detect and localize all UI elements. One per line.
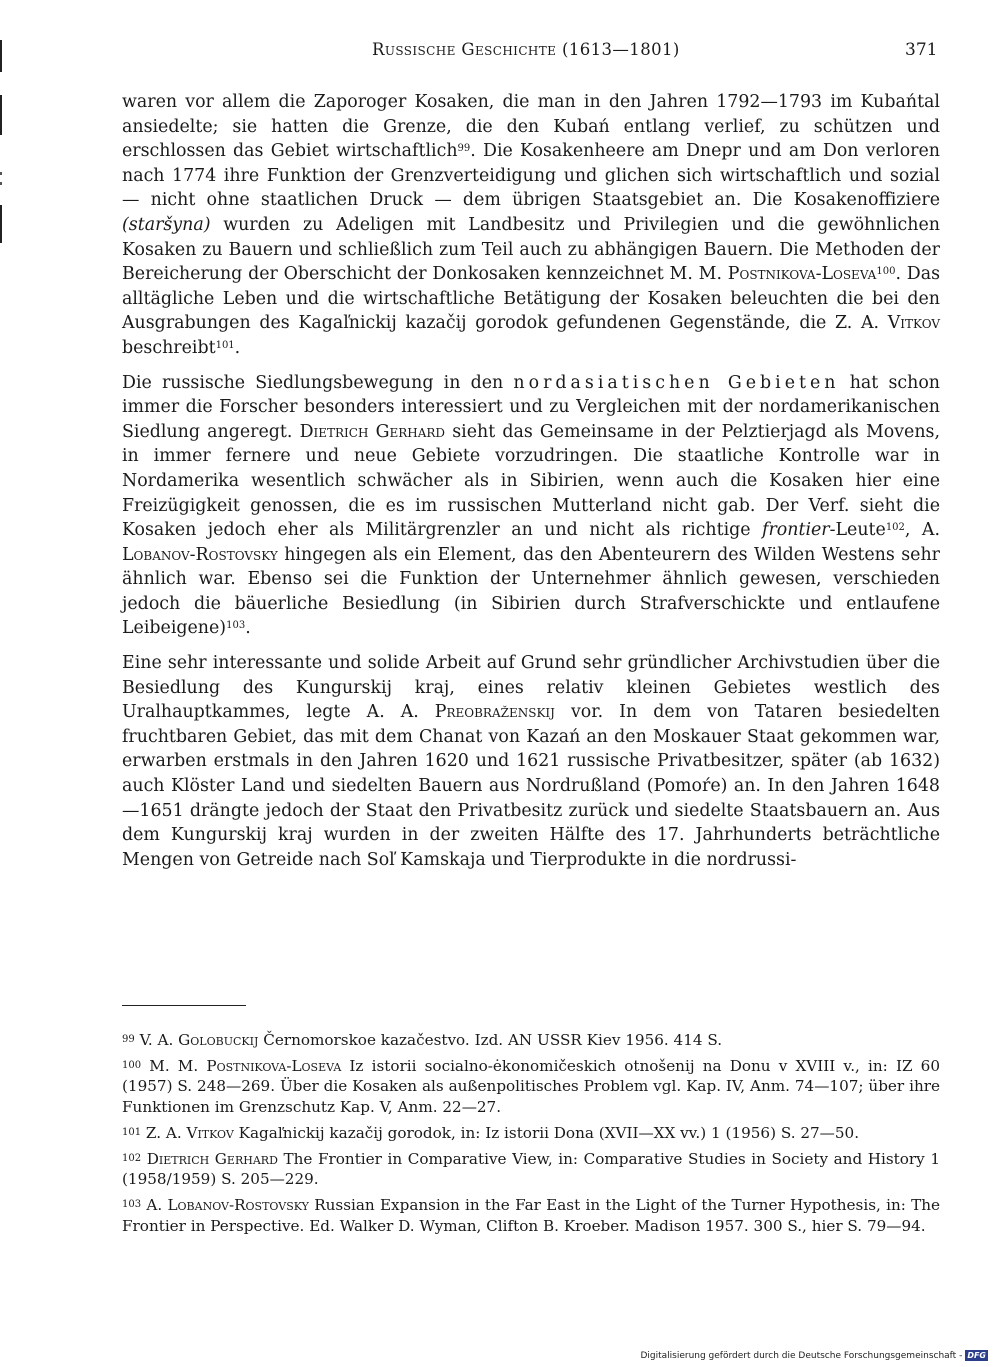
footnote-ref[interactable]: 99 — [457, 143, 471, 155]
scan-edge-dot — [0, 182, 2, 185]
author-name: Preobraženskij — [434, 702, 555, 723]
dfg-logo-icon: DFG — [967, 1351, 986, 1360]
spaced-emphasis: nordasiatischen Gebieten — [513, 372, 840, 393]
scan-edge-dot — [0, 172, 2, 175]
footnote-item: 100 M. M. Postnikova-Loseva Iz istorii socialno-ėkonomičeskich otnošenij na Donu v XVIII v., in: IZ 60 (1957) S. 248—269. Über die Kosaken als außenpolitisches Problem vgl. Kap. IV, Anm. 74—107; über ihre Funktionen im Grenzschutz Kap. V, Anm. 22—27. — [122, 1057, 940, 1116]
author-name: Dietrich Gerhard — [299, 421, 446, 442]
footnote-ref[interactable]: 101 — [215, 339, 235, 351]
scan-edge-mark — [0, 95, 2, 135]
scan-edge-mark — [0, 40, 2, 72]
footnote-ref[interactable]: 100 — [876, 266, 896, 278]
digitization-credit: Digitalisierung gefördert durch die Deutsche Forschungsgemeinschaft - DFG — [640, 1350, 986, 1361]
page-number: 371 — [905, 40, 938, 60]
running-title: Russische Geschichte (1613—1801) — [372, 40, 680, 59]
author-name: Vitkov — [887, 313, 940, 334]
paragraph-1: waren vor allem die Zaporoger Kosaken, die man in den Jahren 1792—1793 im Kubańtal ansiedelte; sie hatten die Grenze, die den Kubań entlang verlief, zu schützen und erschlossen das Gebiet wirtschaftlich$^{99}$. Die Kosakenheere am Dnepr und am Don verloren nach 1774 ihre Funktion der Grenzverteidigung und glichen sich wirtschaftlich und sozial — nicht ohne staatlichen Druck — dem übrigen Staatsgebiet an. Die Kosakenoffiziere (staršyna) wurden zu Adeligen mit Landbesitz und Privilegien und die gewöhnlichen Kosaken zu Bauern und schließlich zum Teil auch zu abhängigen Bauern. Die Methoden der Bereicherung der Oberschicht der Donkosaken kennzeichnet M. M. Postnikova-Loseva$^{100}$. Das alltägliche Leben und die wirtschaftliche Betätigung der Kosaken beleuchten die bei den Ausgrabungen des Kagaľnickij kazačij gorodok gefundenen Gegenstände, die Z. A. Vitkov beschreibt$^{101}$. — [122, 92, 940, 358]
author-name: Postnikova-Loseva — [727, 264, 877, 285]
paragraph-2: Die russische Siedlungsbewegung in den nordasiatischen Gebieten hat schon immer die Forscher besonders interessiert und zu Vergleichen mit der nordamerikanischen Siedlung angeregt. Dietrich Gerhard sieht das Gemeinsame in der Pelztierjagd als Movens, in immer fernere und neue Gebiete vorzudringen. Die staatliche Kontrolle war in Nordamerika wesentlich schwächer als in Sibirien, wenn auch die Kosaken hier eine Freizügigkeit genossen, die es im russischen Mutterland nicht gab. Der Verf. sieht die Kosaken jedoch eher als Militärgrenzler an und nicht als richtige frontier-Leute$^{102}$, A. Lobanov-Rostovsky hingegen als ein Element, das den Abenteurern des Wilden Westens sehr ähnlich war. Ebenso sei die Funktion der Unternehmer ähnlich gewesen, verschieden jedoch die bäuerliche Besiedlung (in Sibirien durch Strafverschickte und entlaufene Leibeigene)$^{103}$. — [122, 372, 940, 639]
footnote-item: 102 Dietrich Gerhard The Frontier in Comparative View, in: Comparative Studies in Society and History 1 (1958/1959) S. 205—229. — [122, 1150, 941, 1189]
author-name: Lobanov-Rostovsky — [122, 544, 278, 565]
footnote-item: 103 A. Lobanov-Rostovsky Russian Expansion in the Far East in the Light of the Turner Hypothesis, in: The Frontier in Perspective. Ed. Walker D. Wyman, Clifton B. Kroeber. Madison 1957. 300 S., hier S. 79—94. — [122, 1196, 941, 1235]
scan-edge-mark — [0, 205, 2, 243]
footnote-item: 101 Z. A. Vitkov Kagaľnickij kazačij gorodok, in: Iz istorii Dona (XVII—XX vv.) 1 (1956) S. 27—50. — [122, 1123, 860, 1142]
footnote-ref[interactable]: 103 — [226, 620, 246, 632]
footnote-ref[interactable]: 102 — [885, 522, 905, 534]
footnote-rule — [122, 1005, 246, 1006]
paragraph-3: Eine sehr interessante und solide Arbeit auf Grund sehr gründlicher Archivstudien über die Besiedlung des Kungurskij kraj, eines relativ kleinen Gebietes westlich des Uralhauptkammes, legte A. A. Preobraženskij vor. In dem von Tataren besiedelten fruchtbaren Gebiet, das mit dem Chanat von Kazań an den Moskauer Staat gekommen war, erwarben erstmals in den Jahren 1620 und 1621 russische Privatbesitzer, später (ab 1632) auch Klöster Land und siedelten Bauern aus Nordrußland (Pomoŕe) an. In den Jahren 1648—1651 drängte jedoch der Staat den Privatbesitz zurück und siedelte Staatsbauern an. Aus dem Kungurskij kraj wurden in der zweiten Hälfte des 17. Jahrhunderts beträchtliche Mengen von Getreide nach Soľ Kamskaja und Tierprodukte in die nordrussi- — [122, 653, 940, 870]
footnotes — [122, 1030, 940, 1242]
body-text — [122, 90, 940, 882]
footnote-item: 99 V. A. Golobuckij Černomorskoe kazačestvo. Izd. AN USSR Kiev 1956. 414 S. — [122, 1031, 723, 1049]
